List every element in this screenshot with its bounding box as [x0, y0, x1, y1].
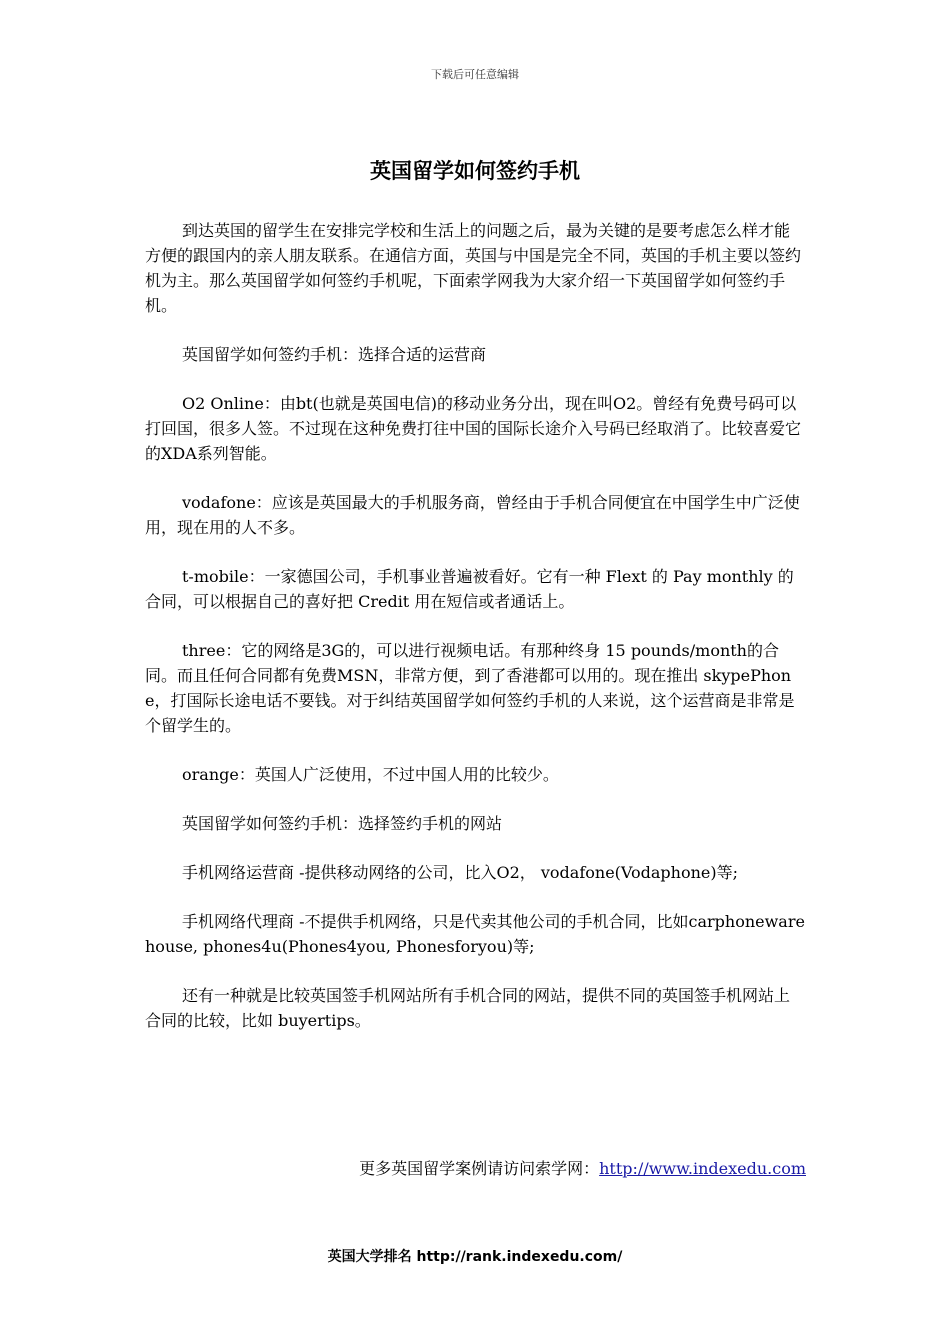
paragraph-o2: O2 Online：由bt(也就是英国电信)的移动业务分出，现在叫O2。曾经有免费号码可以打回国，很多人签。不过现在这种免费打往中国的国际长途介入号码已经取消了。比较喜爱它的XDA系列智能。 [145, 394, 802, 463]
page-title: 英国留学如何签约手机 [370, 159, 580, 183]
paragraph-three: three：它的网络是3G的，可以进行视频电话。有那种终身 15 pounds/month的合同。而且任何合同都有免费MSN，非常方便，到了香港都可以用的。现在推出 skypePhone，打国际长途电话不要钱。对于纠结英国留学如何签约手机的人来说，这个运营商是非常是个留学生的。 [145, 641, 795, 735]
header-note: 下载后可任意编辑 [431, 68, 519, 81]
footer-site-link[interactable]: http://www.indexedu.com [599, 1159, 806, 1178]
paragraph-network-operators: 手机网络运营商 -提供移动网络的公司，比入O2， vodafone(Vodaphone)等; [182, 863, 738, 882]
section-heading-websites: 英国留学如何签约手机：选择签约手机的网站 [182, 814, 503, 833]
paragraph-intro: 到达英国的留学生在安排完学校和生活上的问题之后，最为关键的是要考虑怎么样才能方便的跟国内的亲人朋友联系。在通信方面，英国与中国是完全不同，英国的手机主要以签约机为主。那么英国留学如何签约手机呢，下面索学网我为大家介绍一下英国留学如何签约手机。 [145, 221, 802, 315]
paragraph-network-agents: 手机网络代理商 -不提供手机网络，只是代卖其他公司的手机合同，比如carphonewarehouse, phones4u(Phones4you, Phonesforyou)等; [145, 912, 805, 956]
paragraph-vodafone: vodafone：应该是英国最大的手机服务商，曾经由于手机合同便宜在中国学生中广泛使用，现在用的人不多。 [145, 493, 800, 537]
footer-more-cases [359, 1156, 806, 1181]
paragraph-tmobile: t-mobile：一家德国公司，手机事业普遍被看好。它有一种 Flext 的 Pay monthly 的合同，可以根据自己的喜好把 Credit 用在短信或者通话上。 [145, 567, 794, 611]
section-heading-operators: 英国留学如何签约手机：选择合适的运营商 [182, 345, 487, 364]
paragraph-comparison-sites: 还有一种就是比较英国签手机网站所有手机合同的网站，提供不同的英国签手机网站上合同的比较，比如 buyertips。 [145, 986, 791, 1030]
paragraph-orange: orange：英国人广泛使用，不过中国人用的比较少。 [182, 765, 559, 784]
footer-more-label: 更多英国留学案例请访问索学网： [359, 1159, 600, 1178]
footer-rank-link: 英国大学排名 http://rank.indexedu.com/ [327, 1249, 623, 1265]
article-body [145, 218, 805, 1057]
